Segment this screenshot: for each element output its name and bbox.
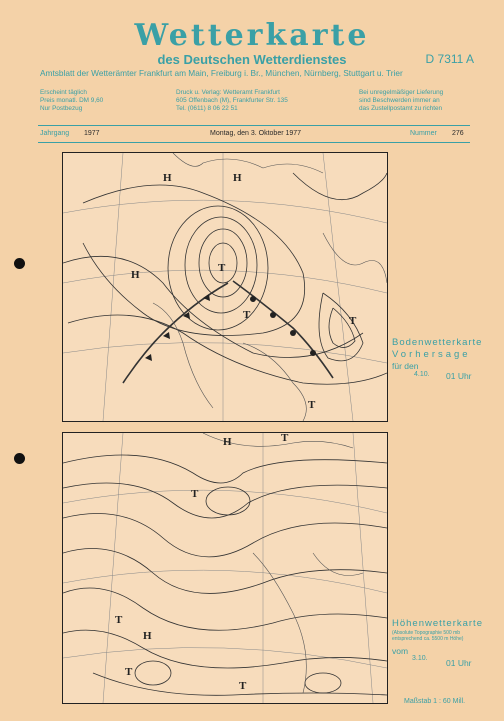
info-line: Nur Postbezug	[40, 105, 83, 113]
svg-text:T: T	[239, 680, 247, 692]
jahrgang-value: 1977	[84, 130, 100, 137]
surface-map-subtitle: Vorhersage	[392, 349, 471, 360]
upper-air-map-date: 3.10.	[412, 655, 428, 662]
upper-air-map-title: Höhenwetterkarte	[392, 618, 483, 629]
upper-air-map-note-2: entsprechend ca. 5500 m Höhe)	[392, 636, 464, 642]
upper-air-map-note-1: (Absolute Topographie 500 mb	[392, 630, 461, 636]
upper-air-map	[62, 432, 388, 704]
upper-air-map-drawing	[63, 433, 387, 703]
punch-hole-bottom	[14, 453, 25, 464]
amtsblatt-line: Amtsblatt der Wetterämter Frankfurt am Main, Freiburg i. Br., München, Nürnberg, Stuttgart u. Trier	[40, 68, 403, 78]
surface-map-time: 01 Uhr	[446, 371, 472, 381]
info-line: Tel. (0611) 8 06 22 51	[176, 105, 238, 113]
upper-air-map-time: 01 Uhr	[446, 658, 472, 668]
surface-weather-map	[62, 152, 388, 422]
upper-air-map-from-label: vom	[392, 646, 409, 656]
surface-map-for-label: für den	[392, 361, 419, 371]
svg-text:T: T	[125, 666, 133, 678]
info-center	[176, 89, 288, 114]
svg-text:H: H	[163, 172, 172, 184]
info-line: Bei unregelmäßiger Lieferung	[359, 89, 444, 96]
info-right	[359, 89, 443, 114]
dateline	[38, 130, 470, 140]
header-rule-bottom	[38, 142, 470, 143]
surface-map-title: Bodenwetterkarte	[392, 337, 483, 348]
info-line: 605 Offenbach (M), Frankfurter Str. 135	[176, 97, 288, 105]
jahrgang-label: Jahrgang	[40, 130, 70, 137]
svg-text:T: T	[281, 433, 289, 444]
newspaper-title: Wetterkarte	[134, 18, 370, 53]
map-scale: Maßstab 1 : 60 Mill.	[404, 698, 466, 705]
svg-text:T: T	[243, 309, 251, 321]
svg-text:T: T	[191, 488, 199, 500]
info-line: das Zustellpostamt zu richten	[359, 105, 443, 113]
info-line: Erscheint täglich	[40, 89, 87, 96]
svg-text:T: T	[308, 399, 316, 411]
info-line: Druck u. Verlag: Wetteramt Frankfurt	[176, 89, 280, 96]
svg-text:H: H	[233, 172, 242, 184]
info-line: sind Beschwerden immer an	[359, 97, 440, 105]
svg-text:T: T	[349, 315, 357, 327]
nummer-label: Nummer	[410, 130, 437, 137]
surface-map-drawing	[63, 153, 387, 421]
surface-map-date: 4.10.	[414, 371, 430, 378]
header-rule-top	[38, 125, 470, 126]
svg-text:H: H	[223, 436, 232, 448]
punch-hole-top	[14, 258, 25, 269]
svg-text:H: H	[143, 630, 152, 642]
svg-text:T: T	[218, 262, 226, 274]
issue-date: Montag, den 3. Oktober 1977	[210, 130, 302, 137]
svg-text:T: T	[115, 614, 123, 626]
info-left	[40, 89, 103, 114]
nummer-value: 276	[452, 130, 464, 137]
info-line: Preis monatl. DM 9,60	[40, 97, 104, 105]
publication-code: D 7311 A	[425, 52, 474, 66]
newspaper-subtitle: des Deutschen Wetterdienstes	[157, 52, 347, 67]
svg-text:H: H	[131, 269, 140, 281]
